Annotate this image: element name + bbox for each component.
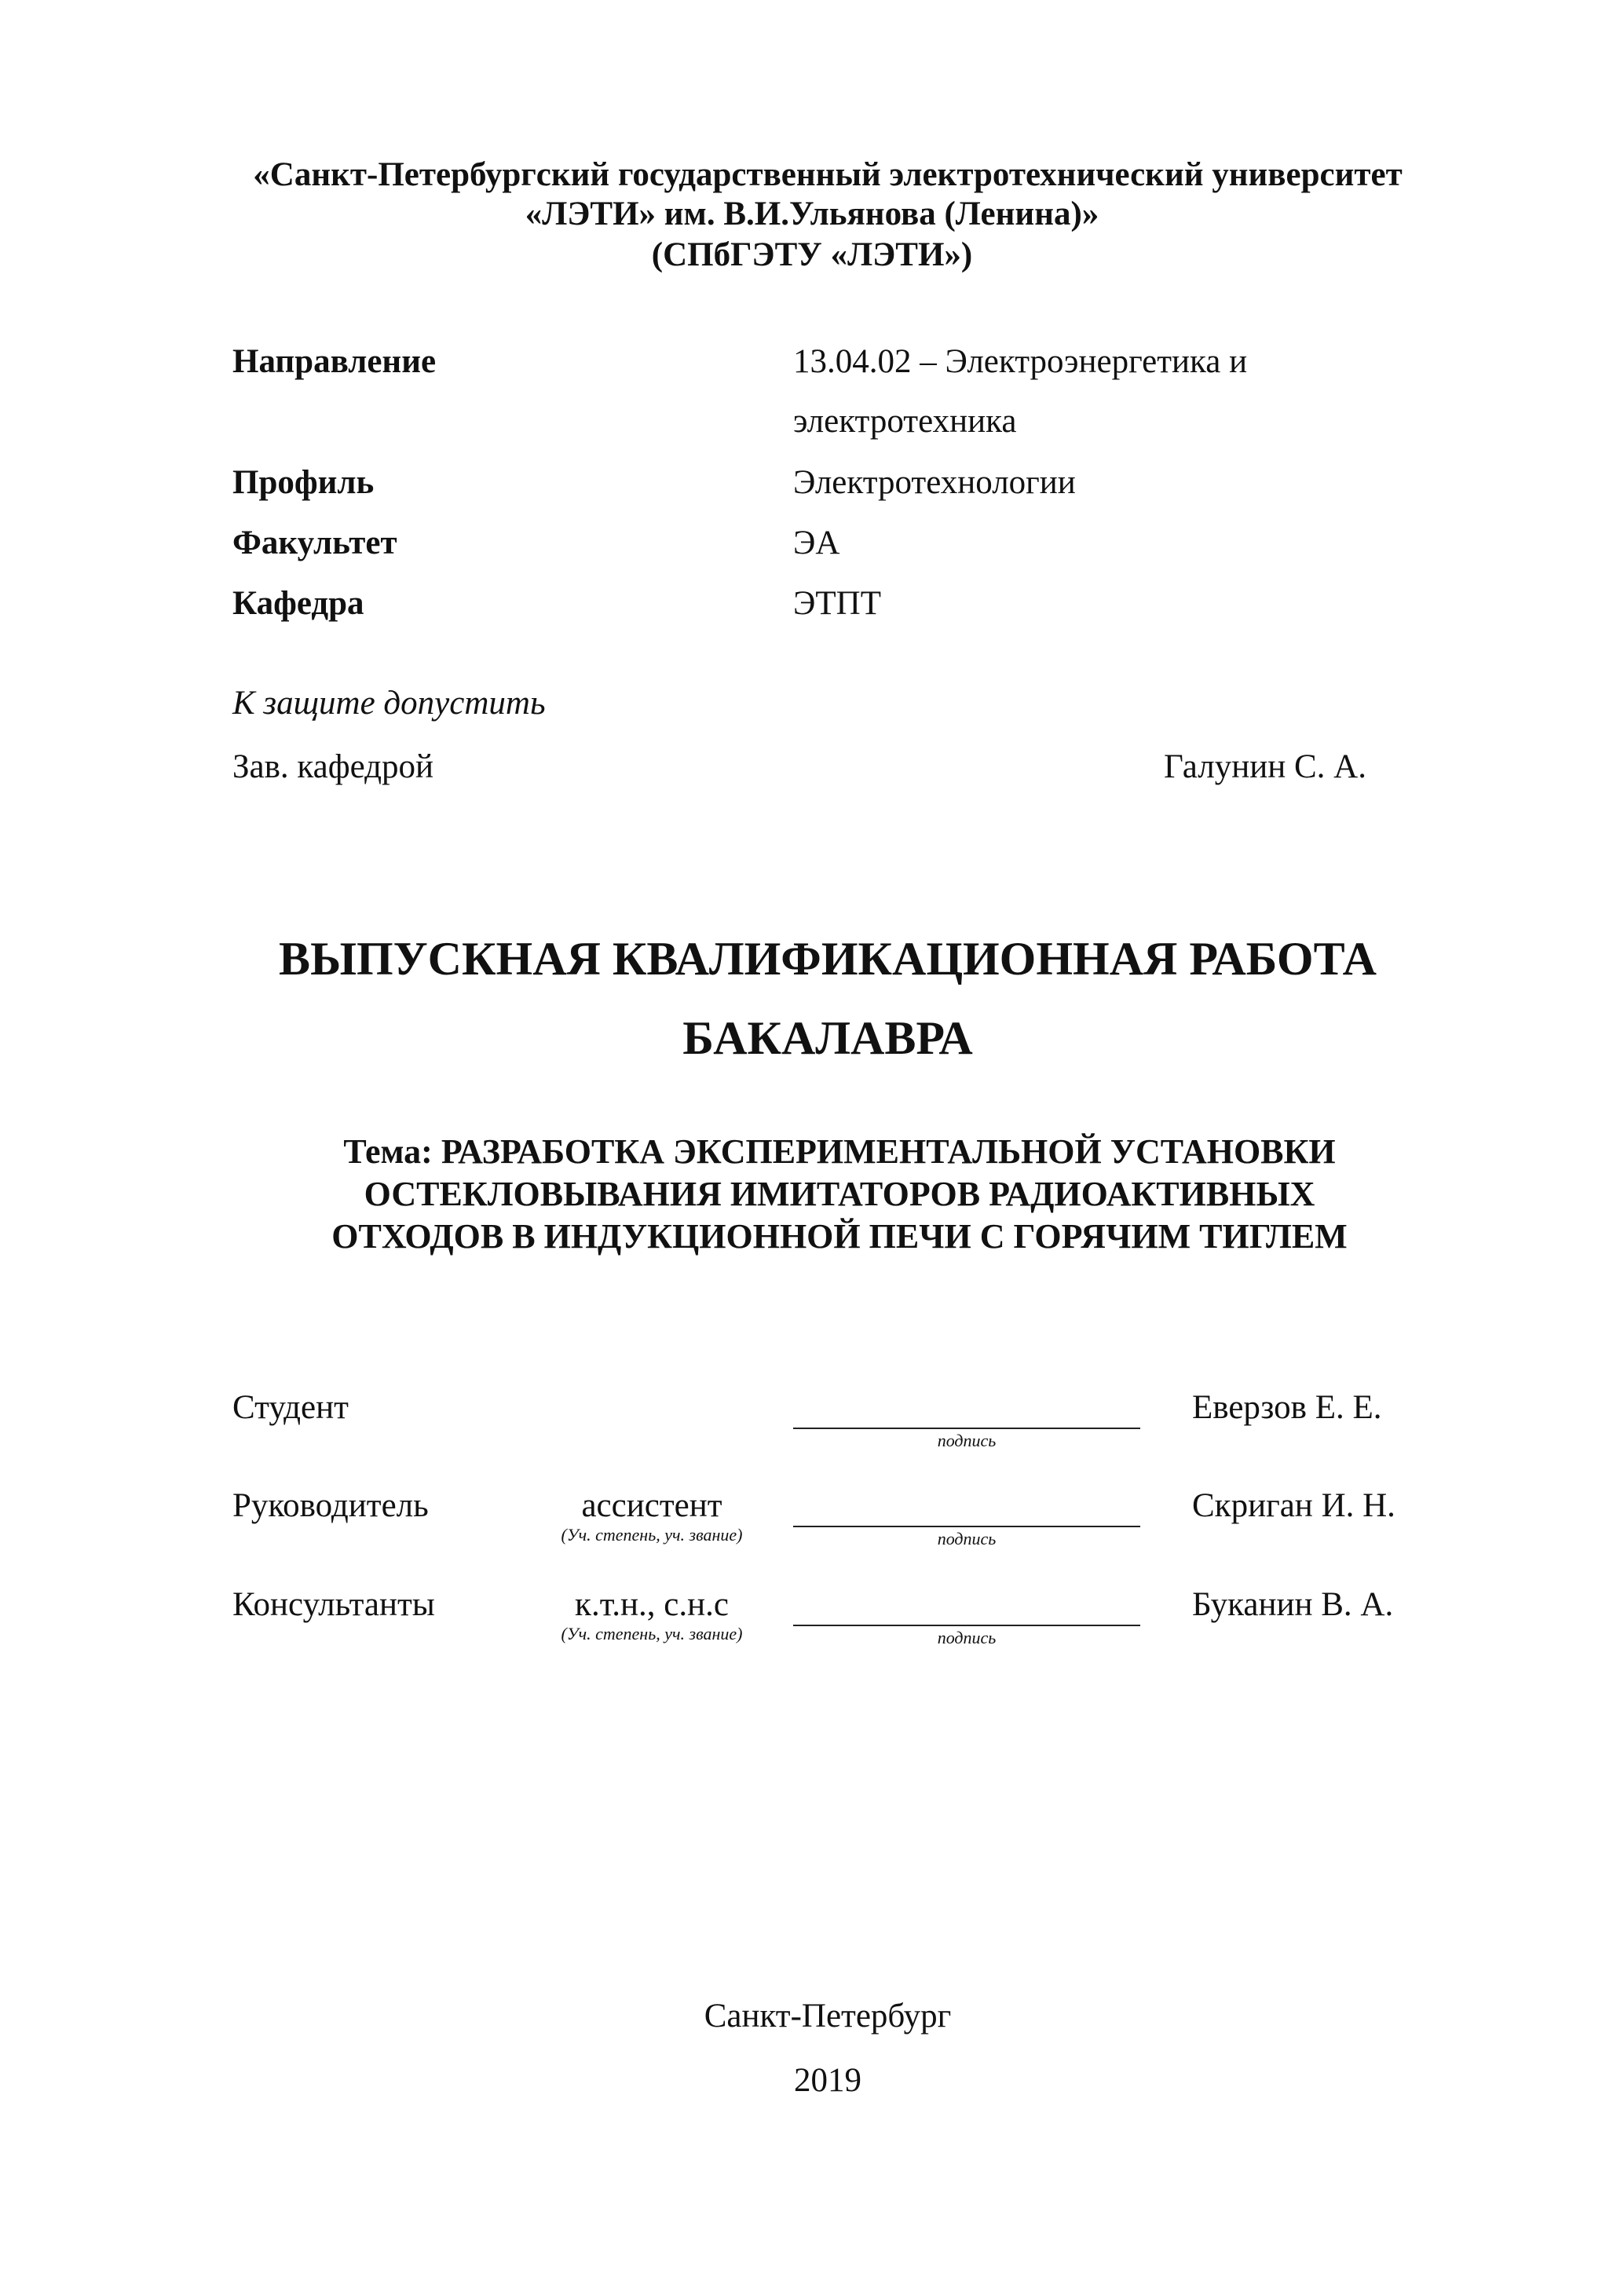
admit-to-defense-text: К защите допустить (232, 685, 546, 722)
consultants-role: Консультанты (232, 1586, 435, 1623)
university-name-line-2: «ЛЭТИ» им. В.И.Ульянова (Ленина)» (525, 196, 1099, 232)
university-abbreviation: (СПбГЭТУ «ЛЭТИ») (651, 236, 973, 273)
faculty-value: ЭА (793, 525, 840, 561)
topic-line-3: ОТХОДОВ В ИНДУКЦИОННОЙ ПЕЧИ С ГОРЯЧИМ ТИГЛЕМ (331, 1217, 1348, 1256)
supervisor-degree-caption: (Уч. степень, уч. звание) (561, 1525, 743, 1545)
consultant-degree-caption: (Уч. степень, уч. звание) (561, 1624, 743, 1643)
direction-value-line-2: электротехника (793, 403, 1017, 440)
consultant-signature-line (793, 1625, 1140, 1626)
consultant-name: Буканин В. А. (1192, 1586, 1394, 1623)
supervisor-degree: ассистент (581, 1487, 722, 1524)
topic-line-2: ОСТЕКЛОВЫВАНИЯ ИМИТАТОРОВ РАДИОАКТИВНЫХ (364, 1175, 1315, 1213)
footer-year: 2019 (794, 2062, 861, 2099)
footer-city: Санкт-Петербург (704, 1998, 952, 2035)
profile-value: Электротехнологии (793, 464, 1076, 501)
consultant-degree: к.т.н., с.н.с (575, 1586, 729, 1623)
student-role: Студент (232, 1389, 349, 1426)
topic-line-1: Тема: РАЗРАБОТКА ЭКСПЕРИМЕНТАЛЬНОЙ УСТАНОВКИ (343, 1132, 1336, 1171)
supervisor-name: Скриган И. Н. (1192, 1487, 1395, 1524)
direction-label: Направление (232, 343, 437, 380)
direction-value-line-1: 13.04.02 – Электроэнергетика и (793, 343, 1248, 380)
faculty-label: Факультет (232, 525, 397, 561)
document-title-line-1: ВЫПУСКНАЯ КВАЛИФИКАЦИОННАЯ РАБОТА (279, 933, 1377, 985)
document-title-line-2: БАКАЛАВРА (682, 1012, 973, 1064)
student-signature-caption: подпись (937, 1431, 997, 1450)
supervisor-signature-line (793, 1526, 1140, 1527)
department-label: Кафедра (232, 585, 364, 622)
supervisor-role: Руководитель (232, 1487, 429, 1524)
head-of-department-role: Зав. кафедрой (232, 748, 434, 785)
student-signature-line (793, 1428, 1140, 1429)
department-value: ЭТПТ (793, 585, 881, 622)
profile-label: Профиль (232, 464, 375, 501)
head-of-department-name: Галунин С. А. (1164, 748, 1366, 785)
consultant-signature-caption: подпись (937, 1628, 997, 1647)
student-name: Еверзов Е. Е. (1192, 1389, 1382, 1426)
supervisor-signature-caption: подпись (937, 1529, 997, 1548)
university-name-line-1: «Санкт-Петербургский государственный электротехнический университет (253, 156, 1403, 193)
